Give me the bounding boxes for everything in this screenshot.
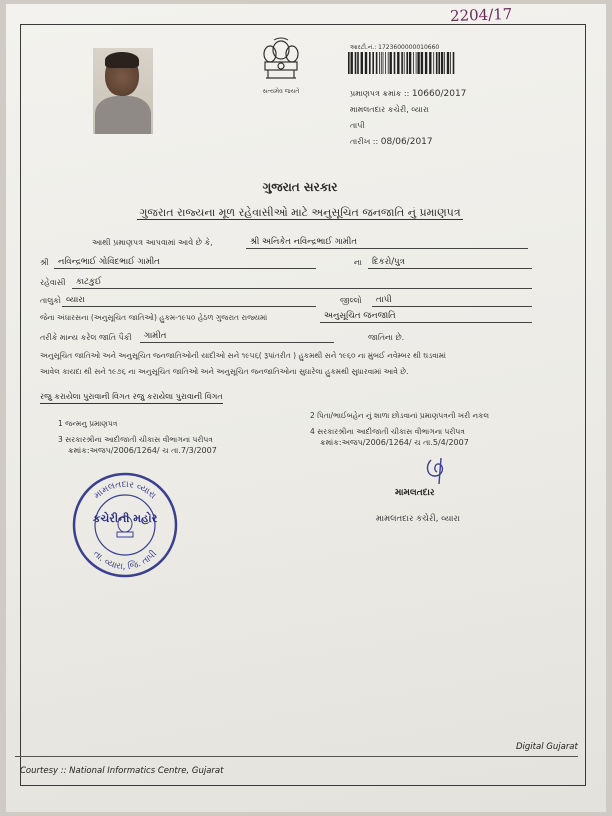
document-item: 1 જન્મનુ પ્રમાણપત્ર <box>58 419 118 428</box>
office-seal-stamp <box>70 470 180 580</box>
svg-text:તા. વ્યારા, જિ. તાપી: તા. વ્યારા, જિ. તાપી <box>90 549 160 573</box>
category: અનુસૂચિત જનજાતિ <box>320 310 532 323</box>
barcode-number: આરટી.નં.: 1723600000010660 <box>350 44 440 51</box>
district-label: જીલ્લો <box>340 296 362 305</box>
district: તાપી <box>372 294 532 307</box>
national-emblem-icon <box>256 36 306 94</box>
document-item: 2 પિતા/ભાઈબહેન નું શાળા છોડવાનાં પ્રમાણપત્રની ખરી નકલ <box>310 411 490 420</box>
issue-date: 08/06/2017 <box>380 137 433 147</box>
handwritten-number: 2204/17 <box>449 4 513 26</box>
village-label: રહેવાસી <box>40 278 66 287</box>
signature-mark <box>423 454 451 486</box>
legal-paragraph <box>40 348 560 380</box>
caste-label: તરીકે માન્ય કરેલ જાતિ પૈકી <box>40 333 132 342</box>
village: કાટકુઈ <box>72 276 532 289</box>
signatory-designation: મામલતદાર <box>395 488 435 498</box>
applicant-name: શ્રી અનિકેત નવિન્દ્રભાઈ ગામીત <box>246 236 528 249</box>
father-name: નવિન્દ્રભાઈ ગોવિંદભાઈ ગામીત <box>54 256 316 269</box>
certificate-meta <box>350 86 466 150</box>
certificate-title: ગુજરાત રાજ્યના મૂળ રહેવાસીઓ માટે અનુસૂચિત જનજાતિ નું પ્રમાણપત્ર <box>139 206 461 219</box>
date-label: તારીખ :: <box>350 137 379 146</box>
svg-text:મામલતદાર વ્યારા: મામલતદાર વ્યારા <box>92 479 158 502</box>
relation-label: ના <box>354 258 362 267</box>
order-label: જેના અંધારસના (અનુસૂચિત જાતિઓ) હુકમ-૧૯૫૦ હેઠળ ગુજરાત રાજ્યમાં <box>40 313 268 322</box>
documents-heading: રજુ કરાયેલા પુરાવાની વિગત રજુ કરાયેલા પુરાવાની વિગત <box>40 392 223 404</box>
legal-paragraph-line: અનુસૂચિત જાતિઓ અને અનુસૂચિત જનજાતિઓની યાદીઓ સને ૧૯૫૬( રૂપાંતરીત ) હુકમથી સને ૧૯૬૦ ના મુંબઈ નવેમ્બર થી ઘડવામાં <box>40 351 446 360</box>
svg-text:કચેરીની મહોર: કચેરીની મહોર <box>92 512 158 525</box>
certificate-no: 10660/2017 <box>411 89 467 99</box>
shri-label: શ્રી <box>40 258 49 267</box>
issued-label: આથી પ્રમાણપત્ર આપવામાં આવે છે કે, <box>92 238 213 247</box>
issuing-office: મામલતદાર કચેરી, વ્યારા <box>350 105 429 114</box>
emblem-caption: સત્યમેવ જયતે <box>262 88 300 95</box>
government-title: ગુજરાત સરકાર <box>262 180 338 194</box>
signatory-office: મામલતદાર કચેરી, વ્યારા <box>376 514 460 524</box>
certificate-border <box>20 24 586 786</box>
taluka-label: તાલુકો <box>40 296 61 305</box>
relation-value: દિકરો/પુત્ર <box>368 256 532 269</box>
document-item: 3 સરકારશ્રીના આદીજાતી ચીકાસ વીભાગના પરીપત્ર ક્રમાંક:અજપ/2006/1264/ ચ તા.7/3/2007 <box>58 435 217 455</box>
legal-paragraph-line: આવેલ કાયદા થી સને ૧૯૭૬ ના અનુસૂચિત જાતિઓ અને અનુસૂચિત જનજાતિઓના સુધારેલા હુકમથી સુધારવામાં આવે છે. <box>40 367 409 376</box>
taluka: વ્યારા <box>62 294 316 307</box>
barcode <box>348 52 456 74</box>
document-item: 4 સરકારશ્રીના આદીજાતી ચીકાસ વીભાગના પરીપત્ર ક્રમાંક:અજપ/2006/1264/ ચ તા.5/4/2007 <box>310 427 469 447</box>
caste: ગામીત <box>140 330 334 343</box>
certificate-no-label: પ્રમાણપત્ર ક્રમાંક :: <box>350 89 410 98</box>
applicant-photo <box>93 48 153 134</box>
footer-brand: Digital Gujarat <box>516 742 578 752</box>
caste-suffix: જાતિના છે. <box>368 333 405 342</box>
issuing-district: તાપી <box>350 121 365 130</box>
footer-courtesy: Courtesy :: National Informatics Centre, Gujarat <box>20 766 224 776</box>
footer-divider <box>15 756 578 757</box>
